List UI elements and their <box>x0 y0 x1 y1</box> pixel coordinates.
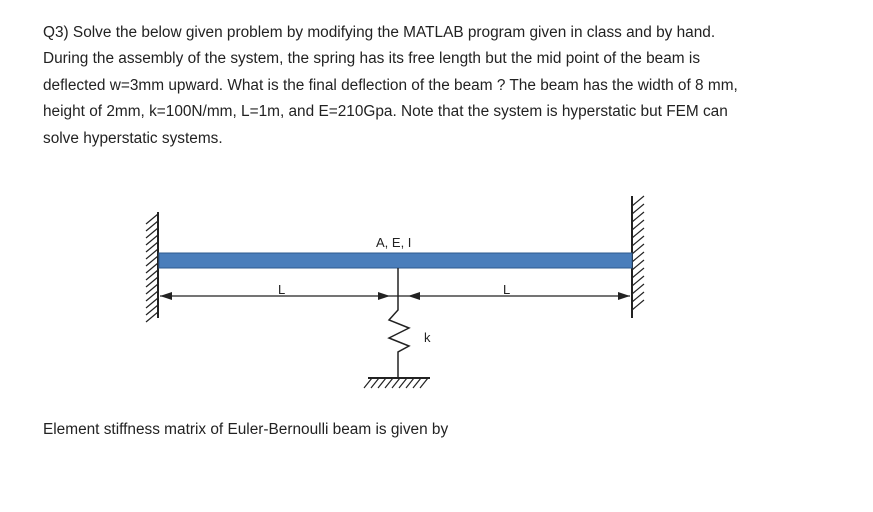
hatch-mark <box>632 236 644 246</box>
hatch-mark <box>378 378 386 388</box>
hatch-mark <box>632 276 644 286</box>
hatch-mark <box>632 260 644 270</box>
hatch-mark <box>632 244 644 254</box>
hatch-mark <box>632 228 644 238</box>
question-line-1: Q3) Solve the below given problem by modifying the MATLAB program given in class and by hand. <box>43 24 716 41</box>
hatch-mark <box>632 204 644 214</box>
question-line-4: height of 2mm, k=100N/mm, L=1m, and E=210Gpa. Note that the system is hyperstatic but FEM can <box>43 103 728 121</box>
hatch-mark <box>399 378 407 388</box>
hatch-mark <box>385 378 393 388</box>
hatch-mark <box>406 378 414 388</box>
question-line-3: deflected w=3mm upward. What is the final deflection of the beam ? The beam has the width of 8 mm, <box>43 76 738 94</box>
beam <box>159 253 632 268</box>
hatch-mark <box>392 378 400 388</box>
hatch-mark <box>420 378 428 388</box>
left-span-label: L <box>278 282 286 297</box>
right-fixed-support <box>632 196 644 318</box>
question-line-2: During the assembly of the system, the spring has its free length but the mid point of the beam is <box>43 50 701 68</box>
spring-stiffness-label: k <box>424 330 431 345</box>
hatch-mark <box>632 300 644 310</box>
hatch-mark <box>632 284 644 294</box>
question-line-5: solve hyperstatic systems. <box>43 129 223 147</box>
left-fixed-support <box>146 212 158 322</box>
right-span-label: L <box>503 282 511 297</box>
stiffness-matrix-caption: Element stiffness matrix of Euler-Bernoulli beam is given by <box>43 421 449 438</box>
dimension-line <box>160 292 630 300</box>
hatch-mark <box>632 268 644 278</box>
hatch-mark <box>632 212 644 222</box>
hatch-mark <box>632 252 644 262</box>
beam-property-label: A, E, I <box>376 235 412 250</box>
ground-support <box>364 378 430 388</box>
hatch-mark <box>371 378 379 388</box>
hatch-mark <box>364 378 372 388</box>
hatch-mark <box>413 378 421 388</box>
spring <box>389 268 409 378</box>
hatch-mark <box>632 220 644 230</box>
hatch-mark <box>632 196 644 206</box>
hatch-mark <box>632 292 644 302</box>
